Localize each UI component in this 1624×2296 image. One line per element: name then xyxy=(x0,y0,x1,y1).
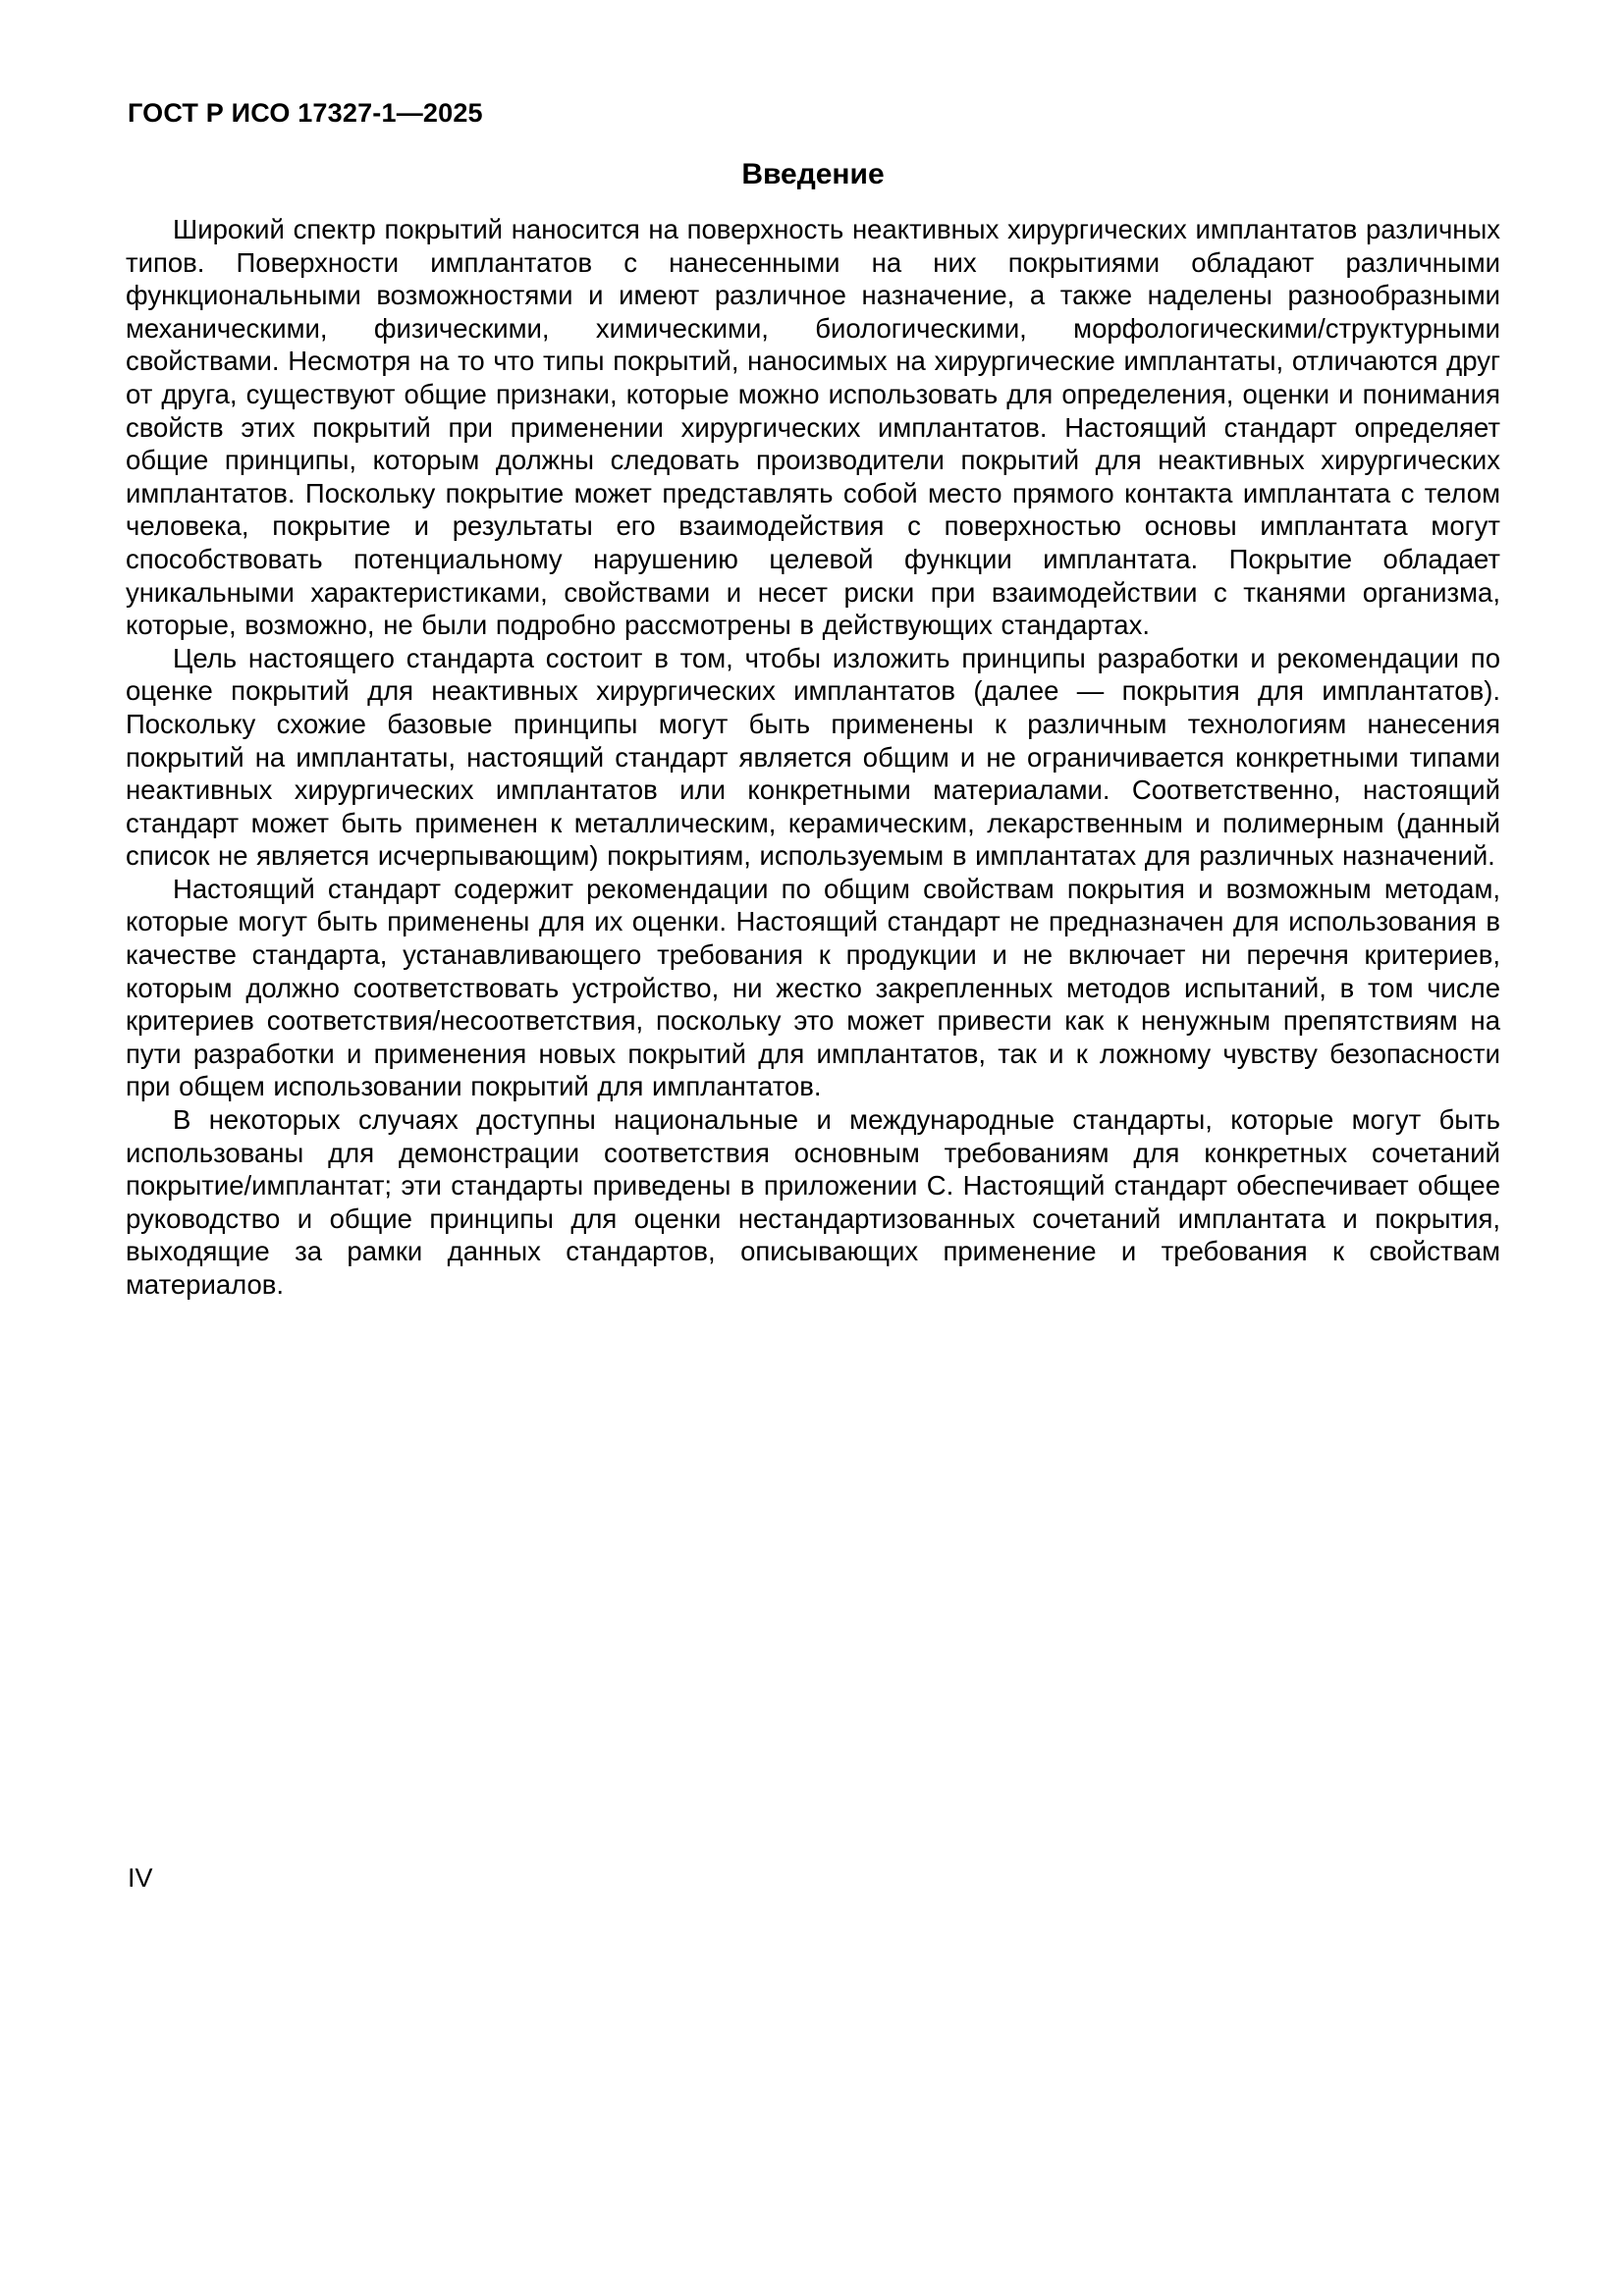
document-code-header: ГОСТ Р ИСО 17327-1—2025 xyxy=(128,98,483,128)
intro-paragraph-3: Настоящий стандарт содержит рекомендации по общим свойствам покрытия и возможным методам, которые могут быть применены для их оценки. Настоящий стандарт не предназначен для использования в качестве стандарта, устанавливающего требования к продукции и не включает ни перечня критериев, которым должно соответствовать устройство, ни жестко закрепленных методов испытаний, в том числе критериев соответствия/несоответствия, поскольку это может привести как к ненужным препятствиям на пути разработки и применения новых покрытий для имплантатов, так и к ложному чувству безопасности при общем использовании покрытий для имплантатов. xyxy=(126,873,1500,1102)
page-number: IV xyxy=(128,1863,153,1893)
section-title: Введение xyxy=(741,158,885,190)
intro-paragraph-2: Цель настоящего стандарта состоит в том, чтобы изложить принципы разработки и рекомендации по оценке покрытий для неактивных хирургических имплантатов (далее — покрытия для имплантатов). Поскольку схожие базовые принципы могут быть применены к различным технологиям нанесения покрытий на имплантаты, настоящий стандарт является общим и не ограничивается конкретными типами неактивных хирургических имплантатов или конкретными материалами. Соответственно, настоящий стандарт может быть применен к металлическим, керамическим, лекарственным и полимерным (данный список не является исчерпывающим) покрытиям, используемым в имплантатах для различных назначений. xyxy=(126,642,1500,872)
page-content xyxy=(126,98,1500,1302)
intro-paragraph-4: В некоторых случаях доступны национальные и международные стандарты, которые могут быть использованы для демонстрации соответствия основным требованиям для конкретных сочетаний покрытие/имплантат; эти стандарты приведены в приложении С. Настоящий стандарт обеспечивает общее руководство и общие принципы для оценки нестандартизованных сочетаний имплантата и покрытия, выходящие за рамки данных стандартов, описывающих применение и требования к свойствам материалов. xyxy=(126,1104,1500,1300)
intro-paragraph-1: Широкий спектр покрытий наносится на поверхность неактивных хирургических имплантатов различных типов. Поверхности имплантатов с нанесенными на них покрытиями обладают различными функциональными возможностями и имеют различное назначение, а также наделены разнообразными механическими, физическими, химическими, биологическими, морфологическими/структурными свойствами. Несмотря на то что типы покрытий, наносимых на хирургические имплантаты, отличаются друг от друга, существуют общие признаки, которые можно использовать для определения, оценки и понимания свойств этих покрытий при применении хирургических имплантатов. Настоящий стандарт определяет общие принципы, которым должны следовать производители покрытий для неактивных хирургических имплантатов. Поскольку покрытие может представлять собой место прямого контакта имплантата с телом человека, покрытие и результаты его взаимодействия с поверхностью основы имплантата могут способствовать потенциальному нарушению целевой функции имплантата. Покрытие обладает уникальными характеристиками, свойствами и несет риски при взаимодействии с тканями организма, которые, возможно, не были подробно рассмотрены в действующих стандартах. xyxy=(126,214,1500,641)
